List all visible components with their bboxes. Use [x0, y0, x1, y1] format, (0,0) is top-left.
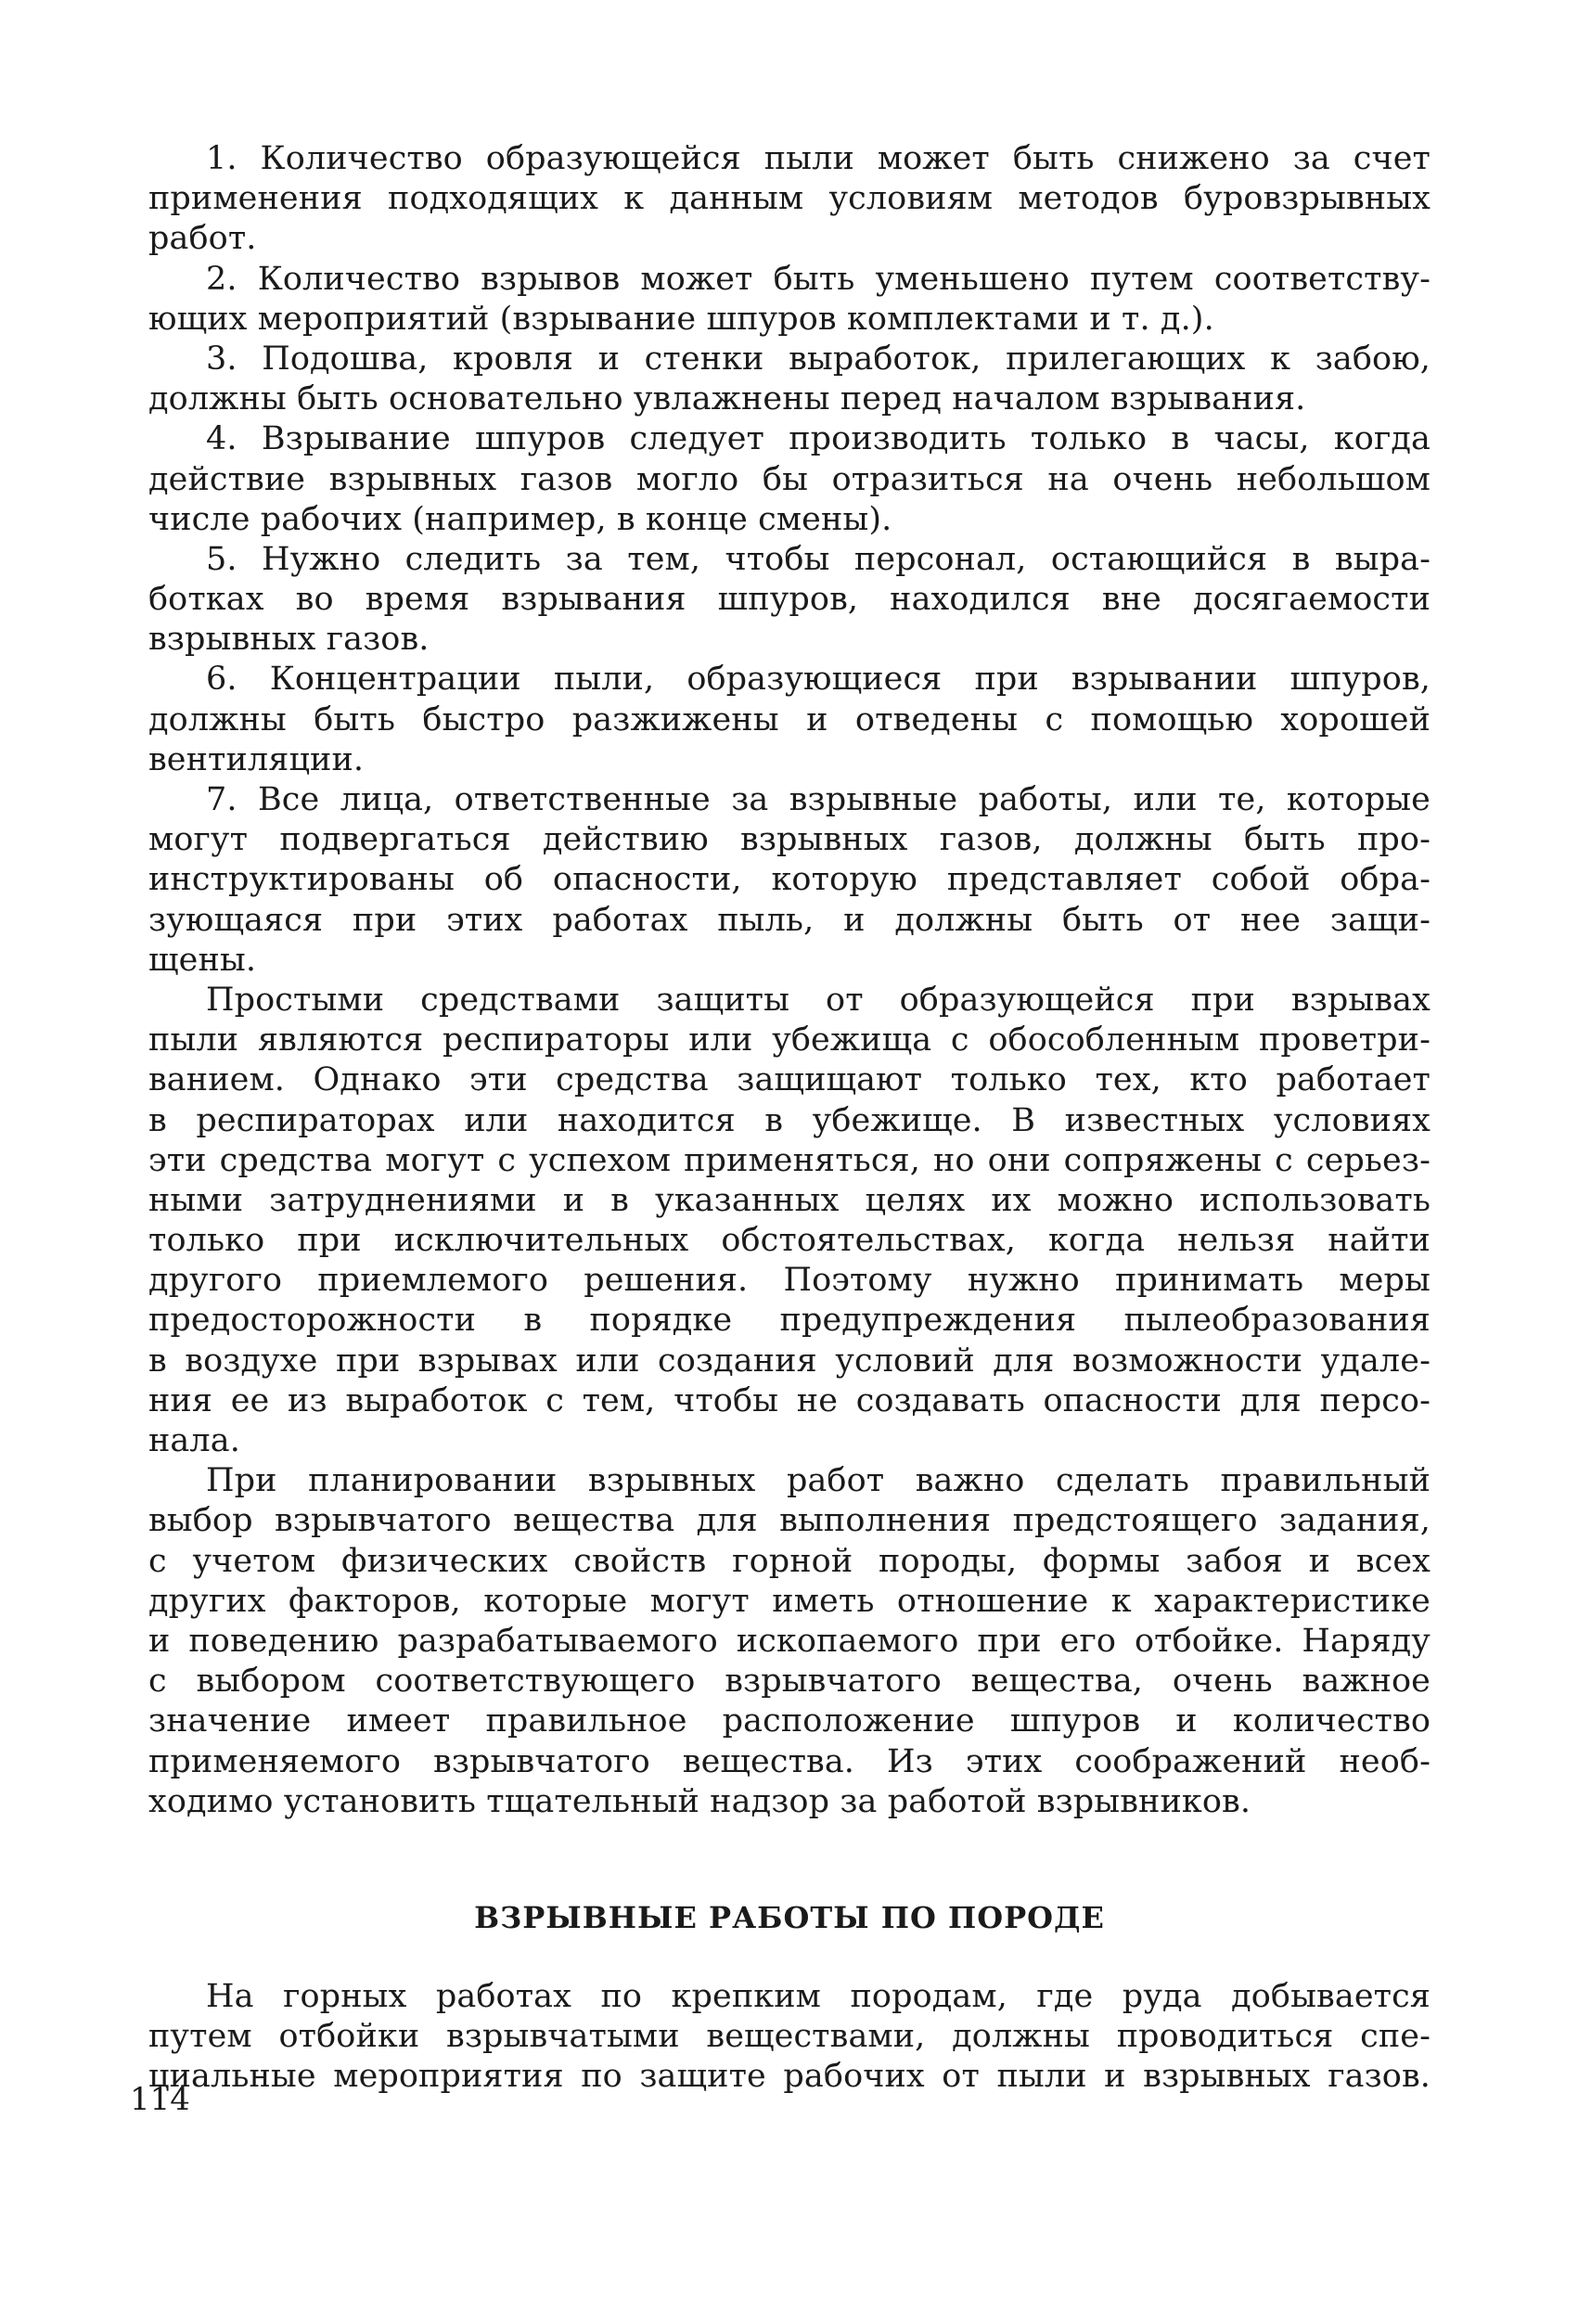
text-line: с выбором соответствующего взрывчатого вещества, очень важное	[148, 1663, 1430, 1701]
text-line: 1. Количество образующейся пыли может быть снижено за счет	[206, 140, 1430, 177]
text-line: инструктированы об опасности, которую представляет собой обра-	[148, 861, 1430, 899]
text-line: значение имеет правильное расположение шпуров и количество	[148, 1702, 1430, 1740]
text-line: 7. Все лица, ответственные за взрывные работы, или те, которые	[206, 781, 1430, 818]
section-text	[148, 1977, 1430, 2098]
text-line: зующаяся при этих работах пыль, и должны быть от нее защи-	[148, 901, 1430, 939]
text-line: применяемого взрывчатого вещества. Из этих соображений необ-	[148, 1742, 1430, 1780]
text-line: с учетом физических свойств горной породы, формы забоя и всех	[148, 1542, 1430, 1580]
text-line: другого приемлемого решения. Поэтому нужно принимать меры	[148, 1262, 1430, 1300]
text-line: ванием. Однако эти средства защищают только тех, кто работает	[148, 1061, 1430, 1099]
text-line: эти средства могут с успехом применяться, но они сопряжены с серьез-	[148, 1141, 1430, 1179]
text-line: и поведению разрабатываемого ископаемого при его отбойке. Наряду	[148, 1622, 1430, 1660]
text-line: взрывных газов.	[148, 621, 430, 659]
text-line: могут подвергаться действию взрывных газов, должны быть про-	[148, 821, 1430, 859]
text-line: Простыми средствами защиты от образующейся при взрывах	[206, 981, 1430, 1019]
text-line: На горных работах по крепким породам, где руда добывается	[206, 1978, 1430, 2015]
text-line: При планировании взрывных работ важно сделать правильный	[206, 1462, 1430, 1500]
page-number: 114	[130, 2081, 190, 2118]
text-line: ющих мероприятий (взрывание шпуров комплектами и т. д.).	[148, 300, 1214, 338]
text-line: нала.	[148, 1422, 240, 1459]
text-line: выбор взрывчатого вещества для выполнения предстоящего задания,	[148, 1502, 1430, 1540]
text-line: ходимо установить тщательный надзор за работой взрывников.	[148, 1782, 1251, 1820]
text-line: 4. Взрывание шпуров следует производить только в часы, когда	[206, 420, 1430, 458]
text-line: 2. Количество взрывов может быть уменьшено путем соответству-	[206, 260, 1430, 298]
text-line: должны быть быстро разжижены и отведены с помощью хорошей	[148, 700, 1430, 738]
text-line: 3. Подошва, кровля и стенки выработок, прилегающих к забою,	[206, 340, 1430, 378]
text-line: только при исключительных обстоятельствах, когда нельзя найти	[148, 1222, 1430, 1260]
text-line: щены.	[148, 941, 257, 979]
text-line: должны быть основательно увлажнены перед началом взрывания.	[148, 380, 1306, 418]
text-line: вентиляции.	[148, 740, 365, 778]
text-line: применения подходящих к данным условиям методов буровзрывных	[148, 180, 1430, 218]
text-line: 5. Нужно следить за тем, чтобы персонал, остающийся в выра-	[206, 540, 1430, 578]
text-line: работ.	[148, 220, 257, 258]
text-line: в воздухе при взрывах или создания условий для возможности удале-	[148, 1342, 1430, 1380]
section-heading: ВЗРЫВНЫЕ РАБОТЫ ПО ПОРОДЕ	[474, 1900, 1105, 1935]
text-line: 6. Концентрации пыли, образующиеся при взрывании шпуров,	[206, 661, 1430, 699]
text-line: ботках во время взрывания шпуров, находился вне досягаемости	[148, 581, 1430, 619]
text-line: циальные мероприятия по защите рабочих от пыли и взрывных газов.	[148, 2058, 1430, 2096]
text-line: предосторожности в порядке предупреждения пылеобразования	[148, 1302, 1430, 1340]
text-line: пыли являются респираторы или убежища с обособленным проветри-	[148, 1021, 1430, 1059]
text-line: в респираторах или находится в убежище. В известных условиях	[148, 1101, 1430, 1139]
text-line: путем отбойки взрывчатыми веществами, должны проводиться спе-	[148, 2018, 1430, 2056]
text-line: ния ее из выработок с тем, чтобы не создавать опасности для персо-	[148, 1381, 1430, 1419]
text-line: числе рабочих (например, в конце смены).	[148, 500, 892, 538]
text-line: ными затруднениями и в указанных целях их можно использовать	[148, 1181, 1430, 1219]
body-text	[148, 139, 1430, 1822]
text-line: других факторов, которые могут иметь отношение к характеристике	[148, 1582, 1430, 1620]
text-line: действие взрывных газов могло бы отразиться на очень небольшом	[148, 460, 1430, 498]
